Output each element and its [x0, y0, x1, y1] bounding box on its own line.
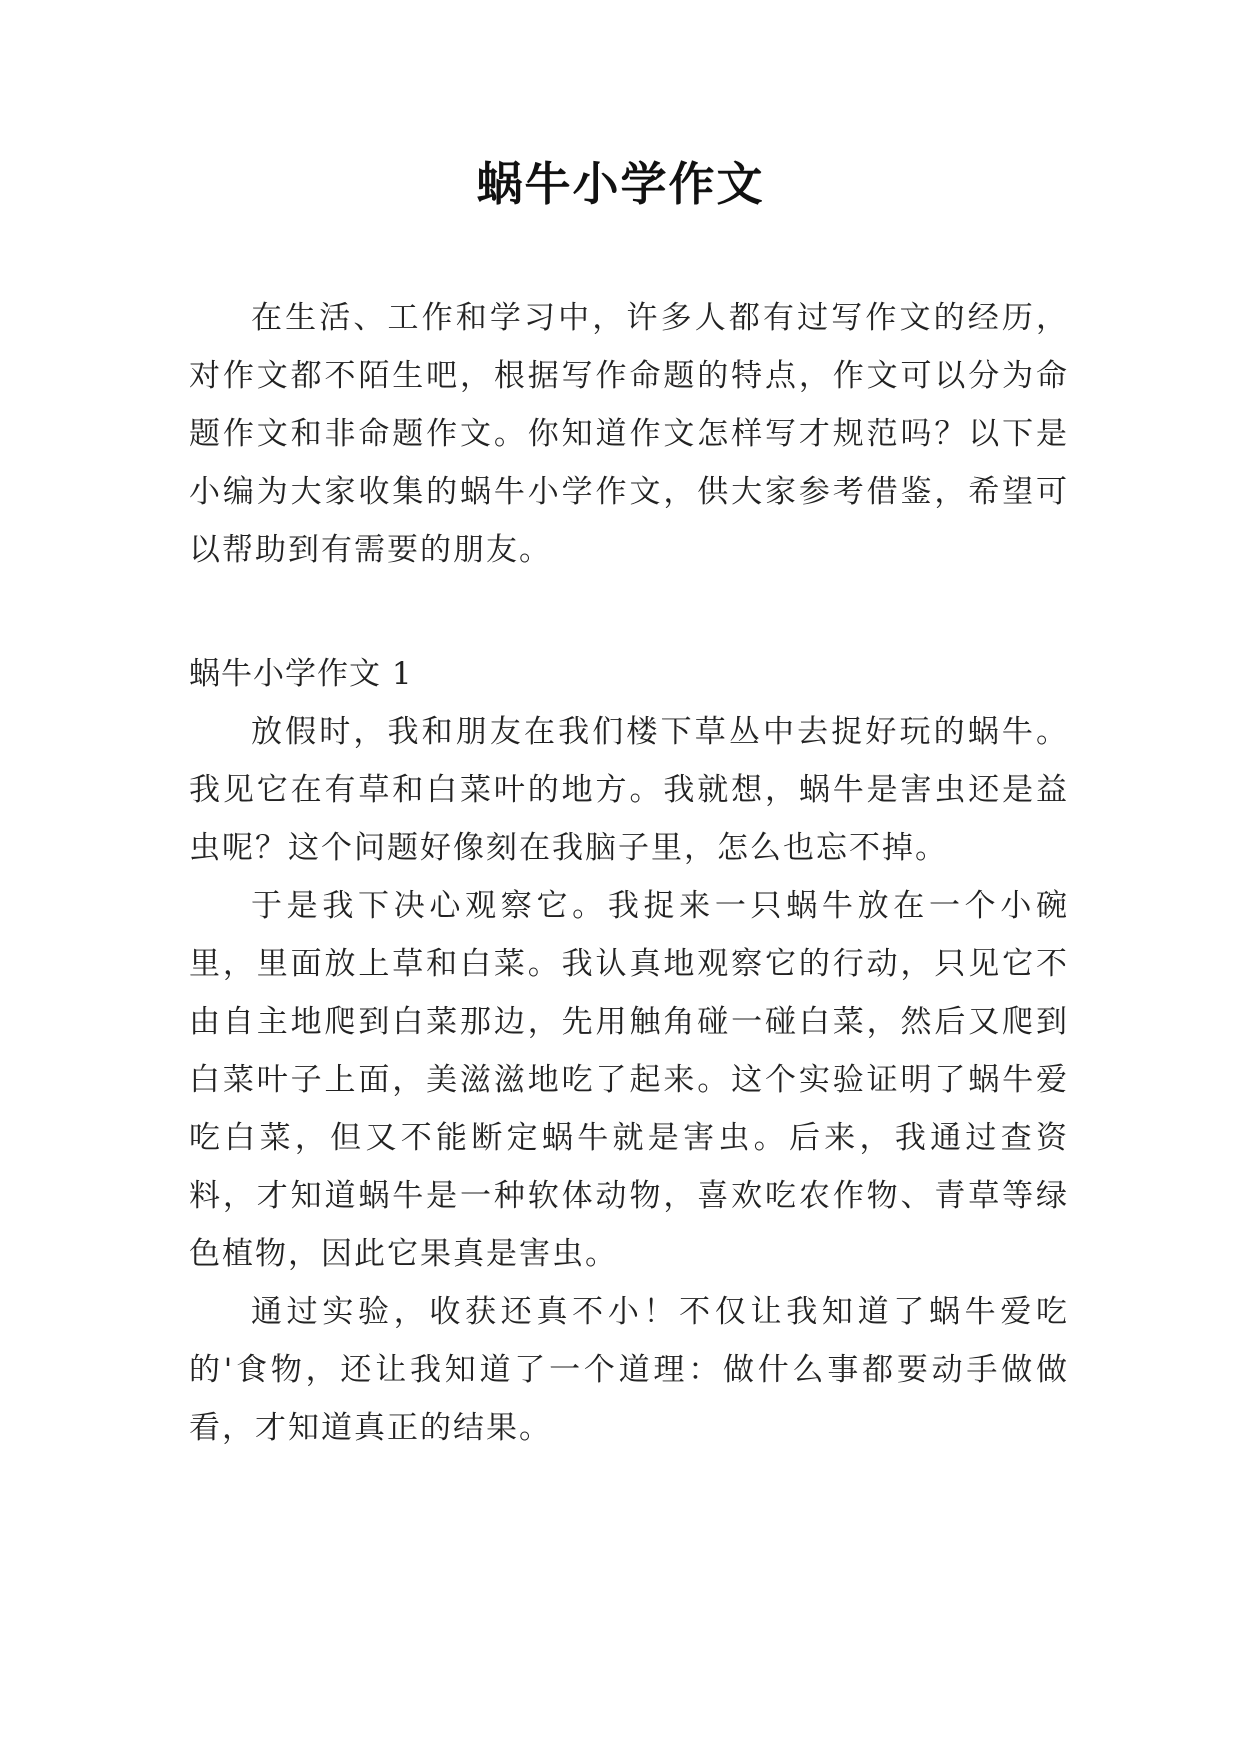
document-title: 蜗牛小学作文	[476, 157, 765, 211]
essay-section	[189, 645, 1069, 1457]
intro-block	[189, 289, 1069, 579]
essay-paragraph: 通过实验，收获还真不小！不仅让我知道了蜗牛爱吃的'食物，还让我知道了一个道理：做什么事都要动手做做看，才知道真正的结果。	[189, 1294, 1069, 1446]
section-heading: 蜗牛小学作文 1	[189, 656, 413, 692]
essay-paragraph: 于是我下决心观察它。我捉来一只蜗牛放在一个小碗里，里面放上草和白菜。我认真地观察它的行动，只见它不由自主地爬到白菜那边，先用触角碰一碰白菜，然后又爬到白菜叶子上面，美滋滋地吃了起来。这个实验证明了蜗牛爱吃白菜，但又不能断定蜗牛就是害虫。后来，我通过查资料，才知道蜗牛是一种软体动物，喜欢吃农作物、青草等绿色植物，因此它果真是害虫。	[189, 888, 1069, 1272]
essay-paragraph: 放假时，我和朋友在我们楼下草丛中去捉好玩的蜗牛。我见它在有草和白菜叶的地方。我就想，蜗牛是害虫还是益虫呢？这个问题好像刻在我脑子里，怎么也忘不掉。	[189, 714, 1069, 866]
intro-paragraph: 在生活、工作和学习中，许多人都有过写作文的经历，对作文都不陌生吧，根据写作命题的特点，作文可以分为命题作文和非命题作文。你知道作文怎样写才规范吗？以下是小编为大家收集的蜗牛小学作文，供大家参考借鉴，希望可以帮助到有需要的朋友。	[189, 300, 1069, 568]
